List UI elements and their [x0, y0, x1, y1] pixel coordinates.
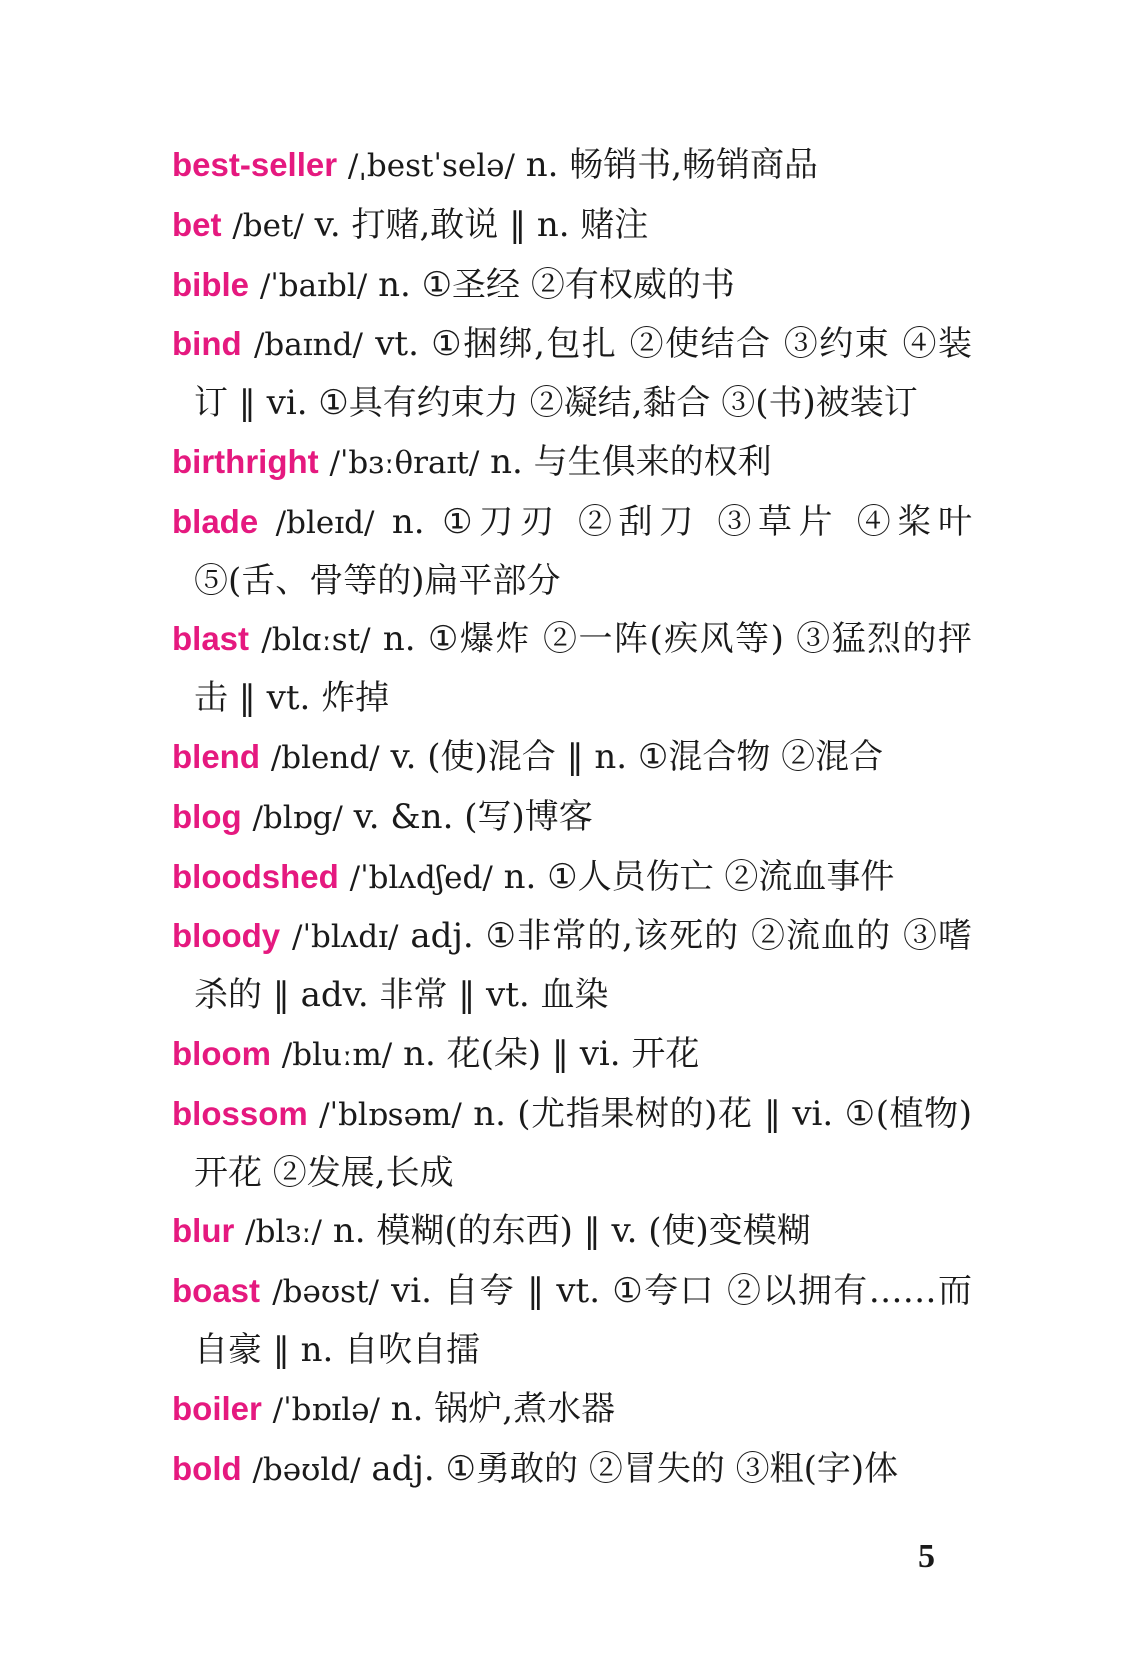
pronunciation: /ˈblɒsəm/ — [319, 1096, 462, 1133]
pronunciation: /blend/ — [270, 739, 380, 776]
definition: v. &n. (写)博客 — [353, 796, 593, 837]
definition: vi. 自夸 ‖ vt. ①夸口 ②以拥有……而自豪 ‖ n. 自吹自擂 — [194, 1271, 972, 1370]
entry-bet — [172, 196, 972, 256]
headword: bold — [172, 1449, 242, 1487]
definition: n. ①人员伤亡 ②流血事件 — [503, 856, 895, 897]
definition: n. ①刀刃 ②刮刀 ③草片 ④桨叶 ⑤(舌、骨等的)扁平部分 — [194, 501, 973, 601]
headword: boiler — [172, 1389, 262, 1427]
definition: n. 模糊(的东西) ‖ v. (使)变模糊 — [332, 1211, 811, 1252]
headword: bloody — [172, 917, 281, 955]
definition: n. ①圣经 ②有权威的书 — [378, 264, 735, 305]
definition: n. ①爆炸 ②一阵(疾风等) ③猛烈的抨击 ‖ vt. 炸掉 — [194, 619, 972, 719]
entry-boiler — [172, 1380, 972, 1440]
pronunciation: /bəʊst/ — [272, 1274, 379, 1311]
headword: blur — [172, 1212, 235, 1250]
headword: bet — [172, 205, 222, 243]
entry-blend — [172, 728, 972, 788]
pronunciation: /bet/ — [232, 207, 304, 244]
entry-bind — [172, 315, 972, 433]
headword: blade — [172, 502, 259, 540]
entry-bloodshed — [172, 848, 972, 908]
headword: bible — [172, 265, 250, 303]
definition: v. (使)混合 ‖ n. ①混合物 ②混合 — [390, 736, 884, 777]
headword: blast — [172, 620, 250, 658]
definition: adj. ①非常的,该死的 ②流血的 ③嗜杀的 ‖ adv. 非常 ‖ vt. 血染 — [194, 916, 973, 1016]
page-number: 5 — [918, 1538, 935, 1575]
entry-blast — [172, 610, 972, 728]
pronunciation: /ˌbestˈselə/ — [347, 148, 515, 184]
pronunciation: /blɑːst/ — [261, 622, 371, 659]
entry-birthright — [172, 433, 972, 493]
headword: best-seller — [172, 146, 338, 183]
entry-blog — [172, 788, 972, 848]
entry-bold — [172, 1440, 972, 1500]
pronunciation: /bluːm/ — [281, 1036, 393, 1073]
pronunciation: /ˈblʌdɪ/ — [292, 919, 399, 956]
definition: adj. ①勇敢的 ②冒失的 ③粗(字)体 — [371, 1448, 899, 1489]
entry-blossom — [172, 1085, 972, 1203]
pronunciation: /blɜː/ — [245, 1214, 323, 1251]
headword: blend — [172, 737, 260, 775]
entry-blur — [172, 1202, 972, 1262]
headword: birthright — [172, 442, 319, 480]
pronunciation: /baɪnd/ — [253, 327, 363, 364]
entry-blade — [172, 493, 972, 611]
headword: bloodshed — [172, 857, 339, 895]
pronunciation: /ˈblʌdʃed/ — [349, 859, 493, 896]
pronunciation: /bəʊld/ — [252, 1451, 361, 1488]
definition: vt. ①捆绑,包扎 ②使结合 ③约束 ④装订 ‖ vi. ①具有约束力 ②凝结,黏合 ③(书)被装订 — [194, 324, 973, 424]
entry-boast — [172, 1262, 972, 1380]
entry-list — [172, 136, 972, 1499]
definition: n. 畅销书,畅销商品 — [525, 145, 819, 185]
headword: blog — [172, 797, 242, 835]
pronunciation: /bleɪd/ — [275, 504, 375, 541]
entry-bloody — [172, 907, 972, 1025]
definition: n. 与生俱来的权利 — [490, 441, 772, 482]
pronunciation: /blɒg/ — [252, 799, 343, 836]
definition: n. (尤指果树的)花 ‖ vi. ①(植物)开花 ②发展,长成 — [194, 1093, 972, 1193]
definition: v. 打赌,敢说 ‖ n. 赌注 — [314, 204, 649, 245]
definition: n. 锅炉,煮水器 — [390, 1388, 616, 1429]
pronunciation: /ˈbɜːθraɪt/ — [329, 444, 480, 481]
headword: boast — [172, 1272, 261, 1310]
entry-best-seller — [172, 136, 972, 196]
pronunciation: /ˈbaɪbl/ — [259, 267, 368, 304]
pronunciation: /ˈbɒɪlə/ — [272, 1391, 380, 1428]
entry-bloom — [172, 1025, 972, 1085]
headword: blossom — [172, 1094, 308, 1132]
entry-bible — [172, 256, 972, 316]
definition: n. 花(朵) ‖ vi. 开花 — [403, 1033, 700, 1074]
headword: bloom — [172, 1034, 271, 1072]
headword: bind — [172, 325, 242, 363]
